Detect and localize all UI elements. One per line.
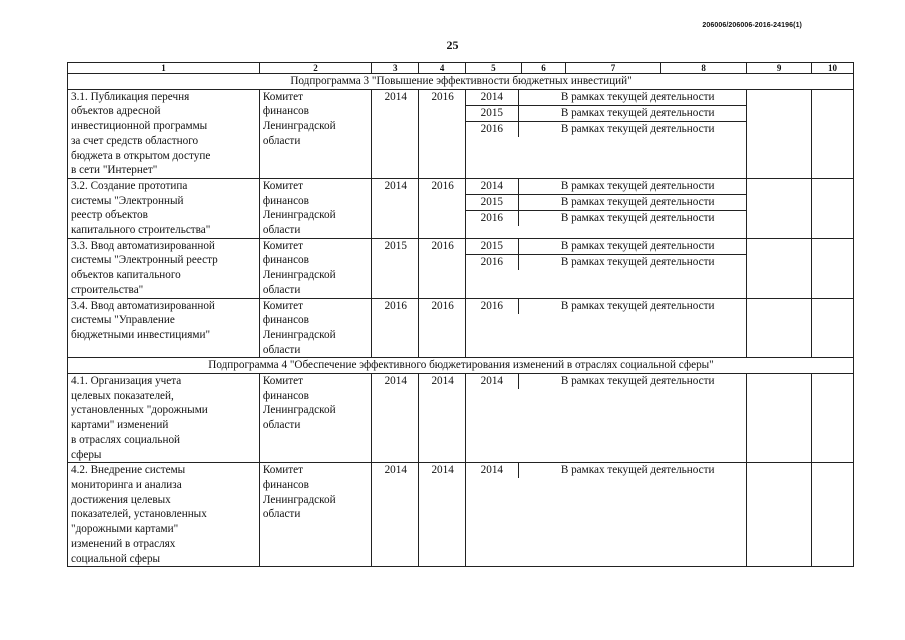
column-number-4: 4 <box>419 63 465 74</box>
column-9-cell <box>747 89 812 178</box>
column-number-1: 1 <box>68 63 260 74</box>
end-year: 2014 <box>419 463 465 567</box>
section-row <box>68 74 854 90</box>
financing-year-row <box>466 210 746 226</box>
measure-name-line: за счет средств областного <box>71 134 199 147</box>
measure-name-line: системы "Электронный реестр <box>71 254 218 267</box>
financing-year: 2015 <box>466 239 519 255</box>
measure-name-line: системы "Управление <box>71 314 175 327</box>
start-year: 2014 <box>372 374 419 463</box>
start-year: 2014 <box>372 89 419 178</box>
financing-year-row <box>466 239 746 255</box>
measure-name-line: системы "Электронный <box>71 194 184 207</box>
column-number-2: 2 <box>259 63 371 74</box>
financing-years <box>466 463 746 478</box>
column-9-cell <box>747 238 812 298</box>
financing-year: 2016 <box>466 299 519 314</box>
financing-cell <box>465 463 746 567</box>
executor-line: Комитет <box>262 375 304 388</box>
financing-years <box>466 239 746 270</box>
financing-note: В рамках текущей деятельности <box>560 122 715 135</box>
financing-cell <box>465 178 746 238</box>
financing-cell <box>465 238 746 298</box>
measure-name <box>68 238 260 298</box>
financing-note: В рамках текущей деятельности <box>518 194 746 210</box>
column-10-cell <box>811 298 853 358</box>
end-year: 2016 <box>419 298 465 358</box>
table-row <box>68 178 854 238</box>
start-year: 2014 <box>372 178 419 238</box>
financing-cell <box>465 89 746 178</box>
executor-line: Комитет <box>262 299 304 312</box>
measure-name-line: 3.3. Ввод автоматизированной <box>71 239 215 252</box>
executor-line: финансов <box>262 194 309 207</box>
column-10-cell <box>811 374 853 463</box>
financing-note: В рамках текущей деятельности <box>560 375 715 388</box>
column-number-10: 10 <box>811 63 853 74</box>
financing-note: В рамках текущей деятельности <box>560 299 715 312</box>
financing-year: 2016 <box>466 121 519 137</box>
executor-line: Комитет <box>262 179 304 192</box>
column-10-cell <box>811 238 853 298</box>
financing-year: 2014 <box>466 463 519 478</box>
column-number-3: 3 <box>372 63 419 74</box>
executor-line: финансов <box>262 389 309 402</box>
column-number-7: 7 <box>566 63 661 74</box>
measure-name-line: сферы <box>71 448 102 461</box>
executor-line: финансов <box>262 314 309 327</box>
financing-years <box>466 374 746 389</box>
measure-name-line: объектов адресной <box>71 105 161 118</box>
column-9-cell <box>747 463 812 567</box>
section-title: Подпрограмма 4 "Обеспечение эффективного бюджетирования изменений в отраслях социальной сферы" <box>68 358 854 374</box>
measure-name-line: 3.2. Создание прототипа <box>71 179 188 192</box>
column-number-9: 9 <box>747 63 812 74</box>
measure-name-line: показателей, установленных <box>71 508 207 521</box>
executor-line: области <box>262 224 301 237</box>
measure-name-line: "дорожными картами" <box>71 523 179 536</box>
executor <box>259 178 371 238</box>
executor-line: Комитет <box>262 464 304 477</box>
measure-name-line: мониторинга и анализа <box>71 478 182 491</box>
executor-line: финансов <box>262 478 309 491</box>
measure-name-line: бюджета в открытом доступе <box>71 149 211 162</box>
financing-year: 2014 <box>466 90 519 106</box>
measure-name-line: достижения целевых <box>71 493 171 506</box>
executor-line: Ленинградской <box>262 269 336 282</box>
financing-year-row <box>466 463 746 478</box>
financing-year-row <box>466 179 746 195</box>
column-10-cell <box>811 463 853 567</box>
column-9-cell <box>747 374 812 463</box>
measure-name-line: реестр объектов <box>71 209 148 222</box>
end-year: 2016 <box>419 89 465 178</box>
end-year: 2016 <box>419 178 465 238</box>
table-body <box>68 63 854 567</box>
column-number-5: 5 <box>465 63 521 74</box>
executor-line: области <box>262 134 301 147</box>
executor <box>259 463 371 567</box>
financing-note: В рамках текущей деятельности <box>518 105 746 121</box>
table-row <box>68 298 854 358</box>
measure-name-line: строительства" <box>71 283 144 296</box>
measure-name-line: в отраслях социальной <box>71 433 181 446</box>
financing-note: В рамках текущей деятельности <box>560 255 715 268</box>
financing-year-row <box>466 105 746 121</box>
page-number: 25 <box>446 38 459 52</box>
column-number-8: 8 <box>660 63 746 74</box>
executor <box>259 238 371 298</box>
financing-year: 2015 <box>466 194 519 210</box>
section-title: Подпрограмма 3 "Повышение эффективности бюджетных инвестиций" <box>68 74 854 90</box>
measure-name <box>68 89 260 178</box>
financing-year-row <box>466 90 746 106</box>
financing-note: В рамках текущей деятельности <box>560 464 715 477</box>
financing-note: В рамках текущей деятельности <box>560 211 715 224</box>
measure-name-line: в сети "Интернет" <box>71 164 158 177</box>
column-10-cell <box>811 89 853 178</box>
executor <box>259 298 371 358</box>
end-year: 2016 <box>419 238 465 298</box>
executor-line: Комитет <box>262 239 304 252</box>
executor-line: области <box>262 508 301 521</box>
financing-year-row <box>466 299 746 314</box>
measure-name-line: 3.4. Ввод автоматизированной <box>71 299 215 312</box>
start-year: 2015 <box>372 238 419 298</box>
column-9-cell <box>747 298 812 358</box>
measure-name-line: объектов капитального <box>71 269 181 282</box>
executor-line: Ленинградской <box>262 404 336 417</box>
start-year: 2016 <box>372 298 419 358</box>
financing-year-row <box>466 194 746 210</box>
measure-name-line: установленных "дорожными <box>71 404 208 417</box>
financing-year: 2015 <box>466 105 519 121</box>
executor-line: финансов <box>262 105 309 118</box>
executor-line: Ленинградской <box>262 493 336 506</box>
column-10-cell <box>811 178 853 238</box>
section-row <box>68 358 854 374</box>
measure-name-line: целевых показателей, <box>71 389 174 402</box>
start-year: 2014 <box>372 463 419 567</box>
executor-line: области <box>262 283 301 296</box>
financing-note: В рамках текущей деятельности <box>518 179 746 195</box>
financing-cell <box>465 298 746 358</box>
financing-year-row <box>466 121 746 137</box>
table-row <box>68 238 854 298</box>
executor-line: Ленинградской <box>262 120 336 133</box>
executor <box>259 89 371 178</box>
financing-years <box>466 299 746 314</box>
financing-note: В рамках текущей деятельности <box>518 239 746 255</box>
column-9-cell <box>747 178 812 238</box>
financing-year-row <box>466 374 746 389</box>
financing-year: 2016 <box>466 254 519 270</box>
measure-name <box>68 298 260 358</box>
measure-name-line: 4.1. Организация учета <box>71 375 182 388</box>
measure-name-line: 4.2. Внедрение системы <box>71 464 186 477</box>
table-row <box>68 463 854 567</box>
measure-name-line: картами" изменений <box>71 419 169 432</box>
executor-line: Ленинградской <box>262 209 336 222</box>
measure-name-line: бюджетными инвестициями" <box>71 328 211 341</box>
financing-year: 2014 <box>466 374 519 389</box>
measure-name-line: капитального строительства" <box>71 224 211 237</box>
financing-note: В рамках текущей деятельности <box>518 90 746 106</box>
financing-cell <box>465 374 746 463</box>
measure-name-line: 3.1. Публикация перечня <box>71 90 190 103</box>
executor-line: Комитет <box>262 90 304 103</box>
executor-line: Ленинградской <box>262 328 336 341</box>
document-id: 206006/206006-2016-24196(1) <box>702 22 802 29</box>
executor-line: области <box>262 419 301 432</box>
end-year: 2014 <box>419 374 465 463</box>
table-row <box>68 89 854 178</box>
financing-years <box>466 179 746 226</box>
financing-year-row <box>466 254 746 270</box>
executor <box>259 374 371 463</box>
financing-year: 2016 <box>466 210 519 226</box>
column-number-6: 6 <box>521 63 565 74</box>
executor-line: области <box>262 343 301 356</box>
column-number-row <box>68 63 854 74</box>
measure-name <box>68 463 260 567</box>
program-table <box>67 62 854 567</box>
table-row <box>68 374 854 463</box>
measure-name <box>68 374 260 463</box>
financing-year: 2014 <box>466 179 519 195</box>
executor-line: финансов <box>262 254 309 267</box>
measure-name <box>68 178 260 238</box>
financing-years <box>466 90 746 137</box>
measure-name-line: изменений в отраслях <box>71 537 176 550</box>
measure-name-line: социальной сферы <box>71 552 161 565</box>
measure-name-line: инвестиционной программы <box>71 120 208 133</box>
